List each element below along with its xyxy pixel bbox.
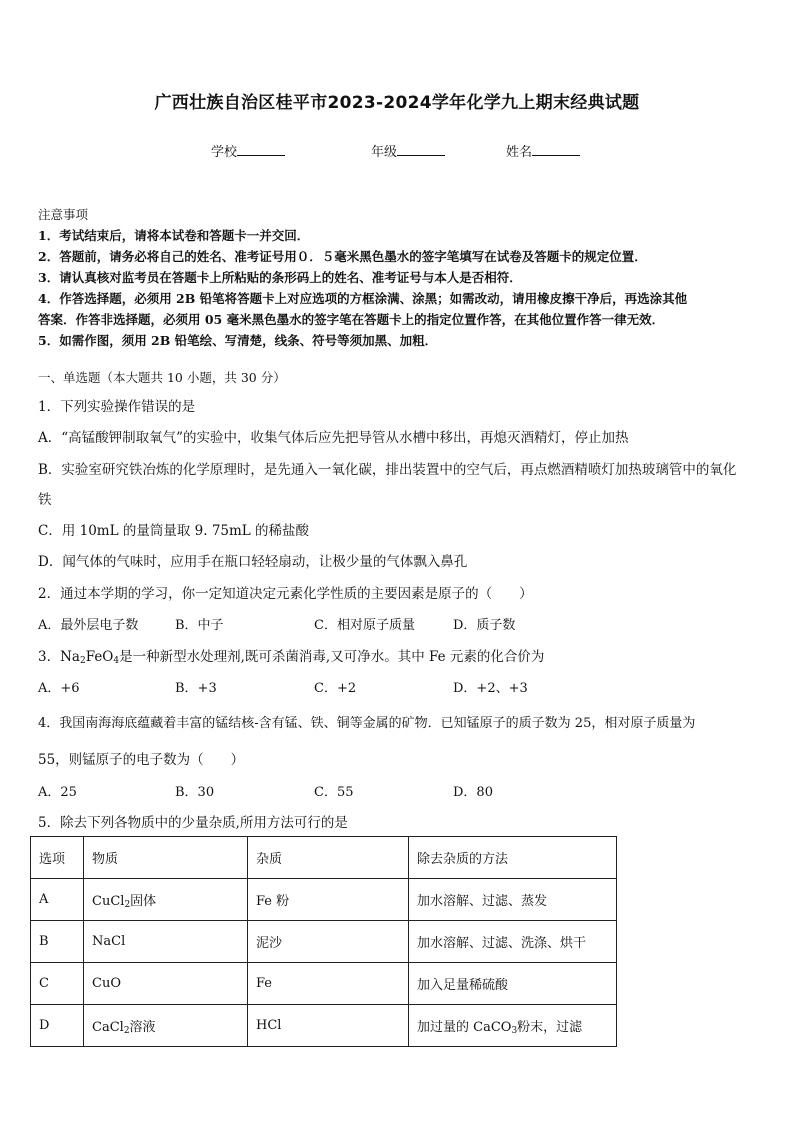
school-blank[interactable] bbox=[237, 143, 285, 156]
q4-stem-line1: 4．我国南海海底蕴藏着丰富的锰结核-含有锰、铁、铜等金属的矿物．已知锰原子的质子数为 25，相对原子质量为 bbox=[38, 716, 696, 731]
table-cell-option: D bbox=[31, 1005, 84, 1047]
table-cell-substance: CuCl$_2$固体 bbox=[84, 879, 248, 921]
notes-item: 5．如需作图，须用 2B 铅笔绘、写清楚，线条、符号等须加黑、加粗． bbox=[38, 333, 438, 348]
table-row bbox=[31, 963, 617, 1005]
table-header-cell: 除去杂质的方法 bbox=[409, 837, 617, 879]
table-header-row bbox=[31, 837, 617, 879]
notes-section bbox=[38, 204, 758, 351]
q3-sub-1: 2 bbox=[79, 656, 86, 666]
table-cell-option: B bbox=[31, 921, 84, 963]
page-title: 广西壮族自治区桂平市2023-2024学年化学九上期末经典试题 bbox=[154, 93, 640, 113]
grade-blank[interactable] bbox=[397, 143, 445, 156]
table-header-cell: 杂质 bbox=[248, 837, 409, 879]
grade-label: 年级 bbox=[371, 145, 398, 160]
notes-item: 3．请认真核对监考员在答题卡上所粘贴的条形码上的姓名、准考证号与本人是否相符． bbox=[38, 270, 522, 285]
table-header-cell: 选项 bbox=[31, 837, 84, 879]
q3-formula-na: 3．Na bbox=[38, 649, 80, 665]
table-cell-method: 加入足量稀硫酸 bbox=[409, 963, 617, 1005]
q3-option-b: B．+3 bbox=[175, 681, 217, 696]
name-label: 姓名 bbox=[506, 145, 533, 160]
table-cell-impurity: Fe 粉 bbox=[248, 879, 409, 921]
notes-item: 4．作答选择题，必须用 2B 铅笔将答题卡上对应选项的方框涂满、涂黑；如需改动，请用橡皮擦干净后，再选涂其他 bbox=[38, 291, 688, 306]
q1-stem: 1．下列实验操作错误的是 bbox=[38, 399, 196, 415]
table-cell-substance: CaCl$_2$溶液 bbox=[84, 1005, 248, 1047]
table-cell-impurity: Fe bbox=[248, 963, 409, 1005]
table-row bbox=[31, 921, 617, 963]
table-cell-impurity: 泥沙 bbox=[248, 921, 409, 963]
table-cell-method: 加水溶解、过滤、洗涤、烘干 bbox=[409, 921, 617, 963]
table-cell-substance: NaCl bbox=[84, 921, 248, 963]
table-header-cell: 物质 bbox=[84, 837, 248, 879]
name-field bbox=[506, 141, 580, 160]
q3-stem-text: 是一种新型水处理剂,既可杀菌消毒,又可净水。其中 Fe 元素的化合价为 bbox=[119, 649, 545, 665]
q2-stem: 2．通过本学期的学习，你一定知道决定元素化学性质的主要因素是原子的（ ） bbox=[38, 586, 533, 602]
q2-option-b: B．中子 bbox=[175, 618, 224, 633]
notes-item: 2．答题前，请务必将自己的姓名、准考证号用０．５毫米黑色墨水的签字笔填写在试卷及答题卡的规定位置． bbox=[38, 249, 647, 264]
q1-option-a: A．“高锰酸钾制取氧气”的实验中，收集气体后应先把导管从水槽中移出，再熄灭酒精灯，停止加热 bbox=[38, 430, 629, 446]
q3-option-a: A．+6 bbox=[38, 681, 80, 696]
school-label: 学校 bbox=[211, 145, 238, 160]
q5-stem: 5．除去下列各物质中的少量杂质,所用方法可行的是 bbox=[38, 815, 348, 831]
section-heading: 一、单选题（本大题共 10 小题，共 30 分） bbox=[38, 370, 286, 385]
q4-option-a: A．25 bbox=[38, 785, 77, 800]
q1-option-c: C．用 10mL 的量筒量取 9. 75mL 的稀盐酸 bbox=[38, 523, 310, 539]
table-cell-option: A bbox=[31, 879, 84, 921]
table-row bbox=[31, 879, 617, 921]
notes-heading: 注意事项 bbox=[38, 207, 89, 222]
q1-option-b: B．实验室研究铁冶炼的化学原理时，是先通入一氧化碳，排出装置中的空气后，再点燃酒精喷灯加热玻璃管中的氧化 bbox=[38, 462, 737, 478]
q2-option-d: D．质子数 bbox=[453, 618, 516, 633]
q4-stem-line2: 55，则锰原子的电子数为（ ） bbox=[38, 752, 245, 768]
q2-option-a: A．最外层电子数 bbox=[38, 618, 139, 633]
notes-item: 1．考试结束后，请将本试卷和答题卡一并交回． bbox=[38, 228, 310, 243]
q3-stem bbox=[38, 645, 544, 666]
q3-option-c: C．+2 bbox=[314, 681, 357, 696]
q4-option-b: B．30 bbox=[175, 785, 215, 800]
q1-option-d: D．闻气体的气味时，应用手在瓶口轻轻扇动，让极少量的气体飘入鼻孔 bbox=[38, 554, 468, 570]
q5-table bbox=[30, 836, 617, 1047]
q4-option-d: D．80 bbox=[453, 785, 493, 800]
q1-option-b-cont: 铁 bbox=[38, 492, 52, 508]
table-row bbox=[31, 1005, 617, 1047]
table-cell-impurity: HCl bbox=[248, 1005, 409, 1047]
q4-option-c: C．55 bbox=[314, 785, 354, 800]
school-field bbox=[211, 141, 285, 160]
notes-item: 答案．作答非选择题，必须用 05 毫米黑色墨水的签字笔在答题卡上的指定位置作答，在其他位置作答一律无效． bbox=[38, 312, 665, 327]
q3-sub-2: 4 bbox=[113, 656, 120, 666]
q2-option-c: C．相对原子质量 bbox=[314, 618, 415, 633]
table-cell-option: C bbox=[31, 963, 84, 1005]
grade-field bbox=[371, 141, 445, 160]
table-cell-method: 加水溶解、过滤、蒸发 bbox=[409, 879, 617, 921]
q3-option-d: D．+2、+3 bbox=[453, 681, 528, 696]
table-cell-method: 加过量的 CaCO$_3$粉末，过滤 bbox=[409, 1005, 617, 1047]
table-cell-substance: CuO bbox=[84, 963, 248, 1005]
name-blank[interactable] bbox=[532, 143, 580, 156]
q3-formula-feo: FeO bbox=[85, 649, 114, 665]
